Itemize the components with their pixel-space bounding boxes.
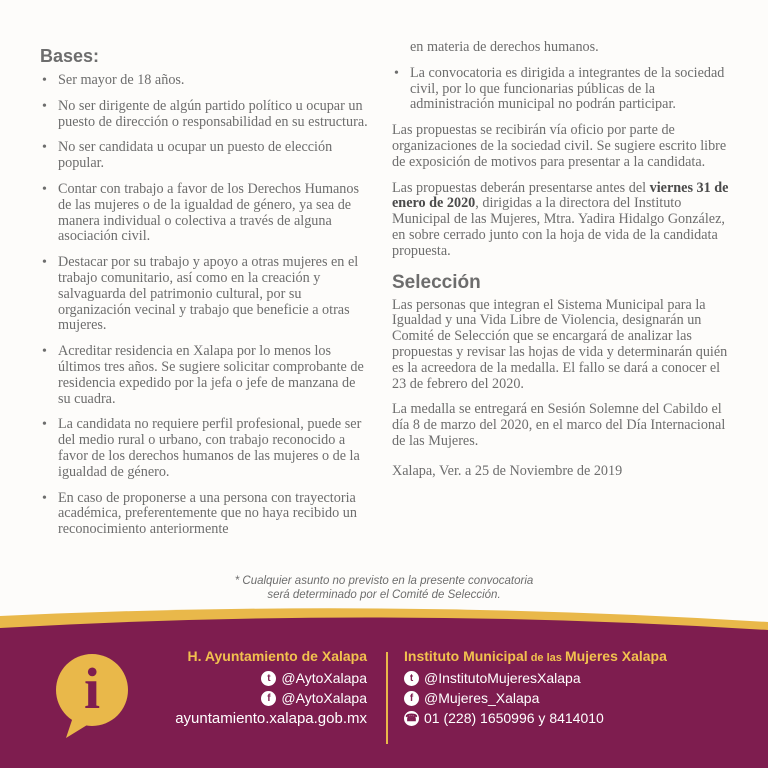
bases-list: [40, 73, 370, 538]
ayuntamiento-title: H. Ayuntamiento de Xalapa: [187, 648, 367, 664]
ayuntamiento-twitter[interactable]: t @AytoXalapa: [152, 668, 367, 688]
seleccion-paragraph: Las personas que integran el Sistema Municipal para la Igualdad y una Vida Libre de Violencia, designarán un Comité de Selección que se encargará de analizar las propuestas y revisar las hojas de vida y determinarán quién es la acreedora de la medalla. El fallo se dará a conocer el 23 de febrero del 2020.: [392, 296, 728, 392]
seleccion-title: Selección: [392, 271, 481, 293]
list-item: • La candidata no requiere perfil profesional, puede ser del medio rural o urbano, con trabajo reconocido a favor de los derechos humanos de las mujeres o de la igualdad de género.: [40, 417, 370, 480]
ayuntamiento-contact: [152, 648, 367, 728]
list-item: • Acreditar residencia en Xalapa por lo menos los últimos tres años. Se sugiere solicitar comprobante de residencia expedido por la jefa o jefe de manzana de su cuadra.: [40, 344, 370, 407]
deadline-rest: , dirigidas a la directora del Instituto Municipal de las Mujeres, Mtra. Yadira Hidalgo González, en sobre cerrado junto con la hoja de vida de la candidata propuesta.: [392, 195, 725, 259]
instituto-twitter[interactable]: t @InstitutoMujeresXalapa: [404, 668, 734, 688]
list-item: • La convocatoria es dirigida a integrantes de la sociedad civil, por lo que funcionarias públicas de la administración municipal no podrán participar.: [392, 66, 732, 113]
footnote: [0, 574, 768, 602]
footnote-line: será determinado por el Comité de Selección.: [267, 589, 501, 601]
list-item: • Destacar por su trabajo y apoyo a otras mujeres en el trabajo comunitario, así como en la creación y salvaguarda del patrimonio cultural, por su organización vecinal y trabajo que beneficie a otras mujeres.: [40, 255, 370, 334]
facebook-icon: f: [261, 691, 276, 706]
right-column: [392, 40, 732, 490]
instituto-title: Instituto Municipal de las Mujeres Xalapa: [404, 648, 667, 664]
twitter-icon: t: [261, 671, 276, 686]
list-item: • En caso de proponerse a una persona con trayectoria académica, preferentemente que no haya recibido un reconocimiento anteriormente: [40, 491, 370, 538]
bases-list-continued: [392, 66, 732, 113]
ayuntamiento-facebook[interactable]: f @AytoXalapa: [152, 688, 367, 708]
deadline-intro: Las propuestas deberán presentarse antes del: [392, 179, 647, 196]
list-item: • No ser candidata u ocupar un puesto de elección popular.: [40, 140, 370, 172]
deadline-date: viernes 31 de enero de 2020: [392, 179, 729, 212]
footer-divider: [386, 652, 388, 744]
bases-title: Bases:: [40, 46, 100, 66]
facebook-icon: f: [404, 691, 419, 706]
footnote-line: * Cualquier asunto no previsto en la presente convocatoria: [234, 575, 534, 587]
instituto-facebook[interactable]: f @Mujeres_Xalapa: [404, 688, 734, 708]
instituto-phone[interactable]: ☎ 01 (228) 1650996 y 8414010: [405, 710, 604, 726]
list-item: • Ser mayor de 18 años.: [40, 73, 370, 89]
propuestas-deadline-paragraph: [392, 181, 732, 260]
bases-section: [40, 40, 370, 548]
list-item: • Contar con trabajo a favor de los Derechos Humanos de las mujeres o de la igualdad de género, ya sea de manera individual o colectiva a través de alguna asociación civil.: [40, 182, 370, 245]
ceremony-paragraph: La medalla se entregará en Sesión Solemne del Cabildo el día 8 de marzo del 2020, en el marco del Día Internacional de las Mujeres.: [392, 401, 726, 449]
bases-continuation: en materia de derechos humanos.: [410, 39, 599, 55]
twitter-icon: t: [404, 671, 419, 686]
propuestas-paragraph: Las propuestas se recibirán vía oficio por parte de organizaciones de la sociedad civil. Se sugiere escrito libre de exposición de motivos para presentar a la candidata.: [392, 122, 727, 170]
list-item: • No ser dirigente de algún partido político u ocupar un puesto de dirección o responsabilidad en su estructura.: [40, 99, 370, 131]
ayuntamiento-website[interactable]: ayuntamiento.xalapa.gob.mx: [175, 709, 367, 727]
instituto-contact: [404, 648, 734, 728]
info-icon: i: [52, 650, 132, 740]
phone-icon: ☎: [405, 712, 418, 724]
place-date: Xalapa, Ver. a 25 de Noviembre de 2019: [392, 462, 623, 479]
footer: [0, 604, 768, 768]
